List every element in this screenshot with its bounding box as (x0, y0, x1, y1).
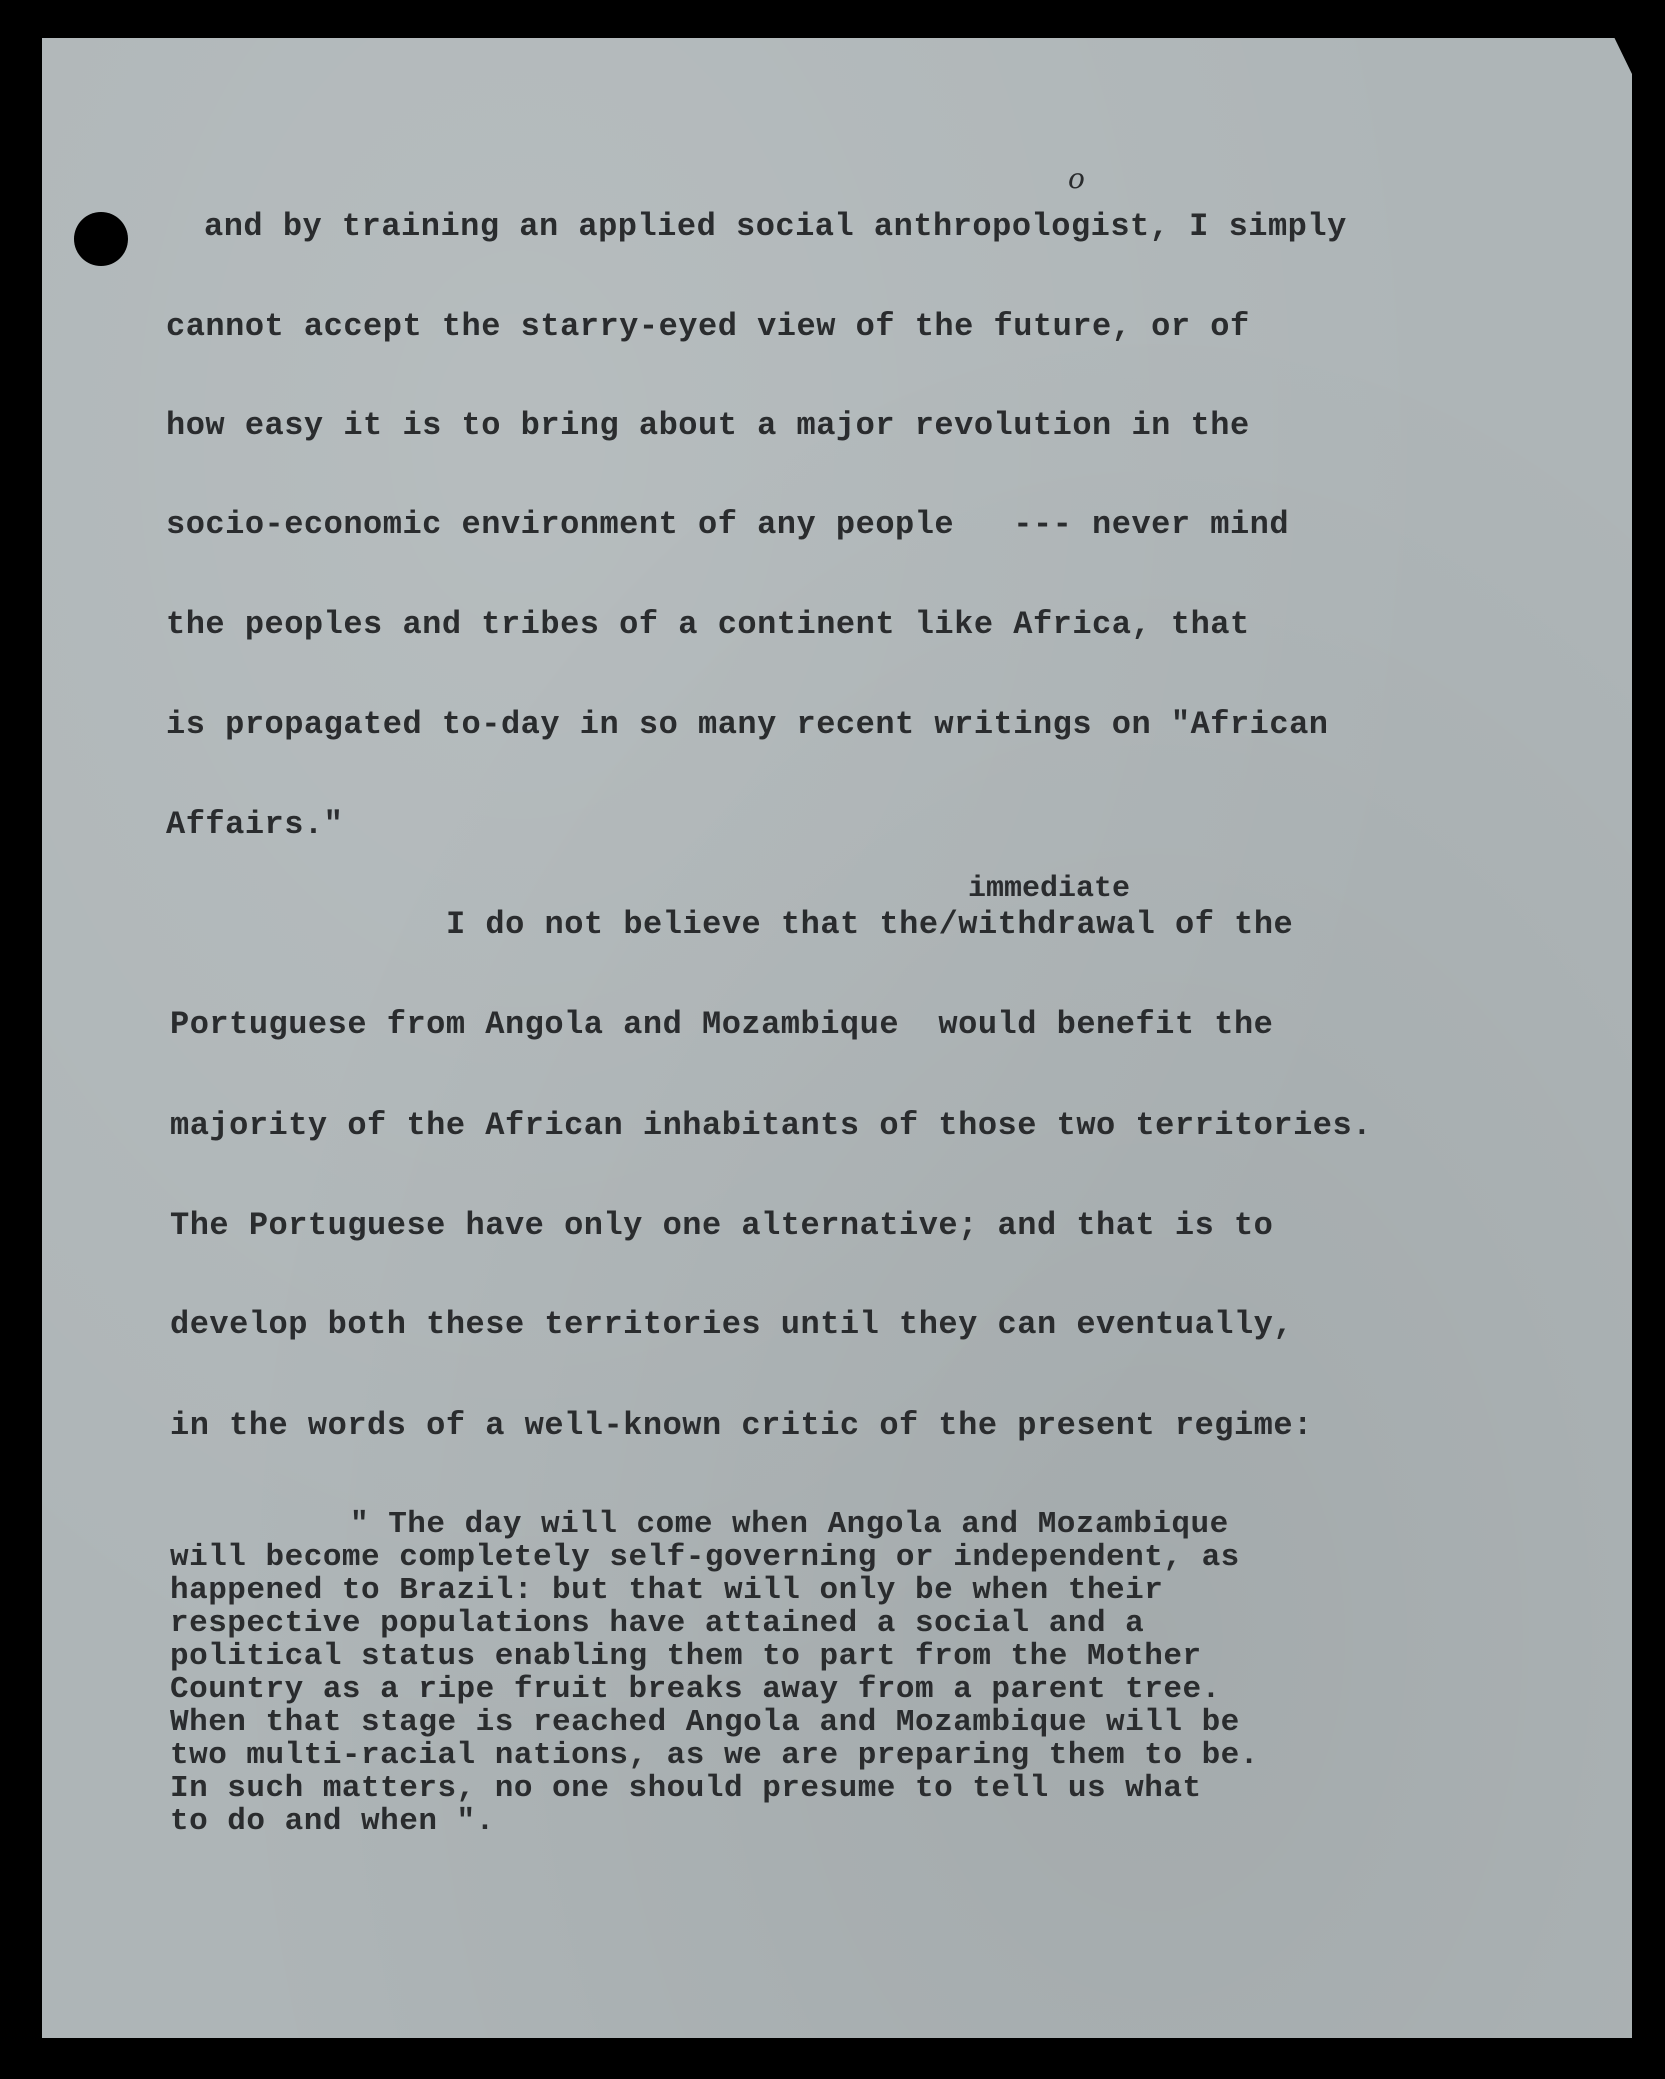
quote-line-7: When that stage is reached Angola and Mozambique will be (170, 1705, 1240, 1740)
body-line-4: socio-economic environment of any people --- never mind (166, 506, 1290, 543)
quote-line-8: two multi-racial nations, as we are preparing them to be. (170, 1738, 1259, 1773)
handwritten-correction: o (1068, 162, 1085, 195)
quote-line-5: political status enabling them to part from the Mother (170, 1639, 1202, 1674)
body-line-7: Affairs." (166, 806, 344, 843)
body-line-11: The Portuguese have only one alternative; and that is to (170, 1207, 1274, 1244)
quote-line-6: Country as a ripe fruit breaks away from a parent tree. (170, 1672, 1221, 1707)
interlinear-insertion: immediate (968, 872, 1131, 906)
quote-line-2: will become completely self-governing or independent, as (170, 1540, 1240, 1575)
body-line-8: I do not believe that the/withdrawal of the (446, 906, 1294, 943)
quote-line-3: happened to Brazil: but that will only be when their (170, 1573, 1164, 1608)
body-line-10: majority of the African inhabitants of those two territories. (170, 1107, 1372, 1144)
body-line-13: in the words of a well-known critic of the present regime: (170, 1407, 1313, 1444)
body-line-2: cannot accept the starry-eyed view of the future, or of (166, 308, 1250, 345)
body-line-1: and by training an applied social anthropologist, I simply (204, 208, 1347, 245)
quote-line-9: In such matters, no one should presume to tell us what (170, 1771, 1202, 1806)
body-line-3: how easy it is to bring about a major revolution in the (166, 407, 1250, 444)
body-line-5: the peoples and tribes of a continent like Africa, that (166, 606, 1250, 643)
punch-hole (74, 212, 128, 266)
body-line-6: is propagated to-day in so many recent writings on "African (166, 706, 1329, 743)
body-line-9: Portuguese from Angola and Mozambique would benefit the (170, 1006, 1274, 1043)
quote-line-10: to do and when ". (170, 1804, 495, 1839)
body-line-12: develop both these territories until they can eventually, (170, 1306, 1294, 1343)
quote-line-1: " The day will come when Angola and Mozambique (350, 1507, 1229, 1542)
quote-line-4: respective populations have attained a social and a (170, 1606, 1145, 1641)
